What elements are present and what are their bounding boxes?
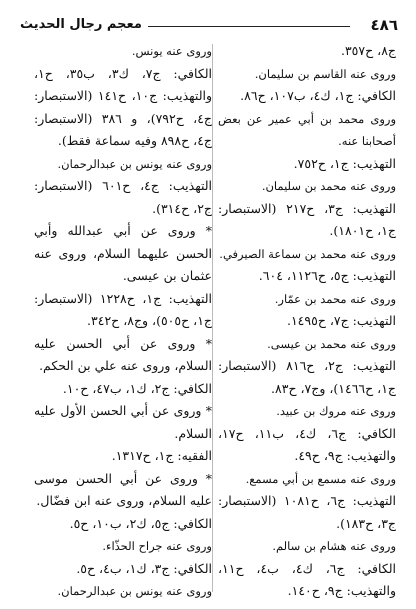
text-line: وروى محمد بن أبي عمير عن بعض أصحابنا عنه. (218, 111, 396, 148)
right-column (218, 40, 396, 596)
text-line: وروى عنه محمد بن سماعة الصيرفي. (219, 246, 396, 261)
text-line: * وروى عن أبي عبدالله وأبي الحسن عليهما السلام، وروى عنه عثمان بن عيسى. (34, 223, 212, 283)
text-line: وروى عنه مروك بن عبيد. (276, 404, 396, 418)
page-header (20, 16, 398, 38)
text-line: ج٨، ح٣٥٧. (340, 43, 396, 58)
text-line: الكافي: ج٣، ك١، ب٤، ح٥. (76, 560, 212, 576)
text-line: الكافي: ج٥، ك٢، ب١٠، ح٥. (69, 515, 212, 531)
text-line: وروى عنه محمد بن سليمان. (261, 179, 396, 193)
text-line: التهذيب: ج١، ح١٢٢٨ (الاستبصار: ج١، ح٥٠٥)، وج٨، ح٣٤٢. (34, 290, 213, 328)
text-line: وروى عنه جراح الحذّاء. (102, 539, 212, 553)
text-line: وروى عنه مسمع بن أبي مسمع. (245, 471, 396, 486)
text-line: التهذيب: ج٦، ح١٠٨١ (الاستبصار: ج٣، ح١٨٣). (218, 493, 397, 531)
text-line: وروى عنه يونس بن عبدالرحمان. (57, 156, 212, 171)
text-line: الكافي: ج١، ك٤، ب١٠٧، ح٨٦. (240, 88, 396, 103)
page-number: ٤٨٦ (370, 16, 398, 34)
text-line: وروى عنه يونس. (131, 44, 212, 58)
text-line: * وروى عن أبي الحسن موسى عليه السلام، وروى عنه ابن فضّال. (34, 470, 212, 508)
text-line: وروى عنه هشام بن سالم. (272, 539, 396, 553)
book-title: معجم رجال الحديث (20, 17, 142, 32)
left-column (34, 40, 212, 596)
text-line: التهذيب: ج٤، ح٦٠١ (الاستبصار: ج٢، ح٣١٤). (34, 178, 213, 216)
text-line: وروى عنه يونس بن عبدالرحمان. (57, 584, 212, 598)
text-line: التهذيب: ج٣، ح٢١٧ (الاستبصار: ج١، ح١٨٠١). (218, 200, 397, 238)
text-line: التهذيب: ج٧، ح١٤٩٥. (286, 313, 396, 328)
text-line: الكافي: ج٦، ك٤، ب٤، ح١١، والتهذيب: ج٩، ح١٤٠. (218, 560, 397, 598)
text-line: * وروى عن أبي الحسن عليه السلام، وروى عنه علي بن الحكم. (34, 335, 212, 373)
text-line: الكافي: ج٧، ك٣، ب٣٥، ح١، والتهذيب: ج١٠، ح١٤١ (الاستبصار: ج٤، ح٧٩٢)، و ٣٨٦ (الاستبصار: ج٤، ح٨٩٨ وفيه سماعة فقط). (34, 65, 213, 148)
text-line: التهذيب: ج١، ح٧٥٢. (293, 155, 396, 171)
text-line: وروى عنه محمد بن عمّار. (274, 291, 396, 306)
text-line: التهذيب: ج٥، ح١١٢٦، ٦٠٤. (258, 268, 396, 283)
text-line: وروى عنه محمد بن عيسى. (267, 336, 396, 351)
text-line: وروى عنه القاسم بن سليمان. (254, 66, 396, 81)
column-divider (212, 44, 213, 592)
text-line: * وروى عن أبي الحسن الأول عليه السلام. (34, 403, 212, 441)
header-rule (148, 26, 350, 27)
text-line: التهذيب: ج٢، ح٨١٦ (الاستبصار: ج١، ح١٤٦٦)، وج٧، ح٨٣. (218, 358, 397, 396)
text-line: الكافي: ج٢، ك١، ب٤٧، ح١٠. (62, 380, 212, 396)
text-line: الفقيه: ج١، ح١٣١٧. (111, 448, 212, 463)
text-line: الكافي: ج٦، ك٤، ب١١، ح١٧، والتهذيب: ج٩، ح٤٩. (218, 425, 396, 463)
